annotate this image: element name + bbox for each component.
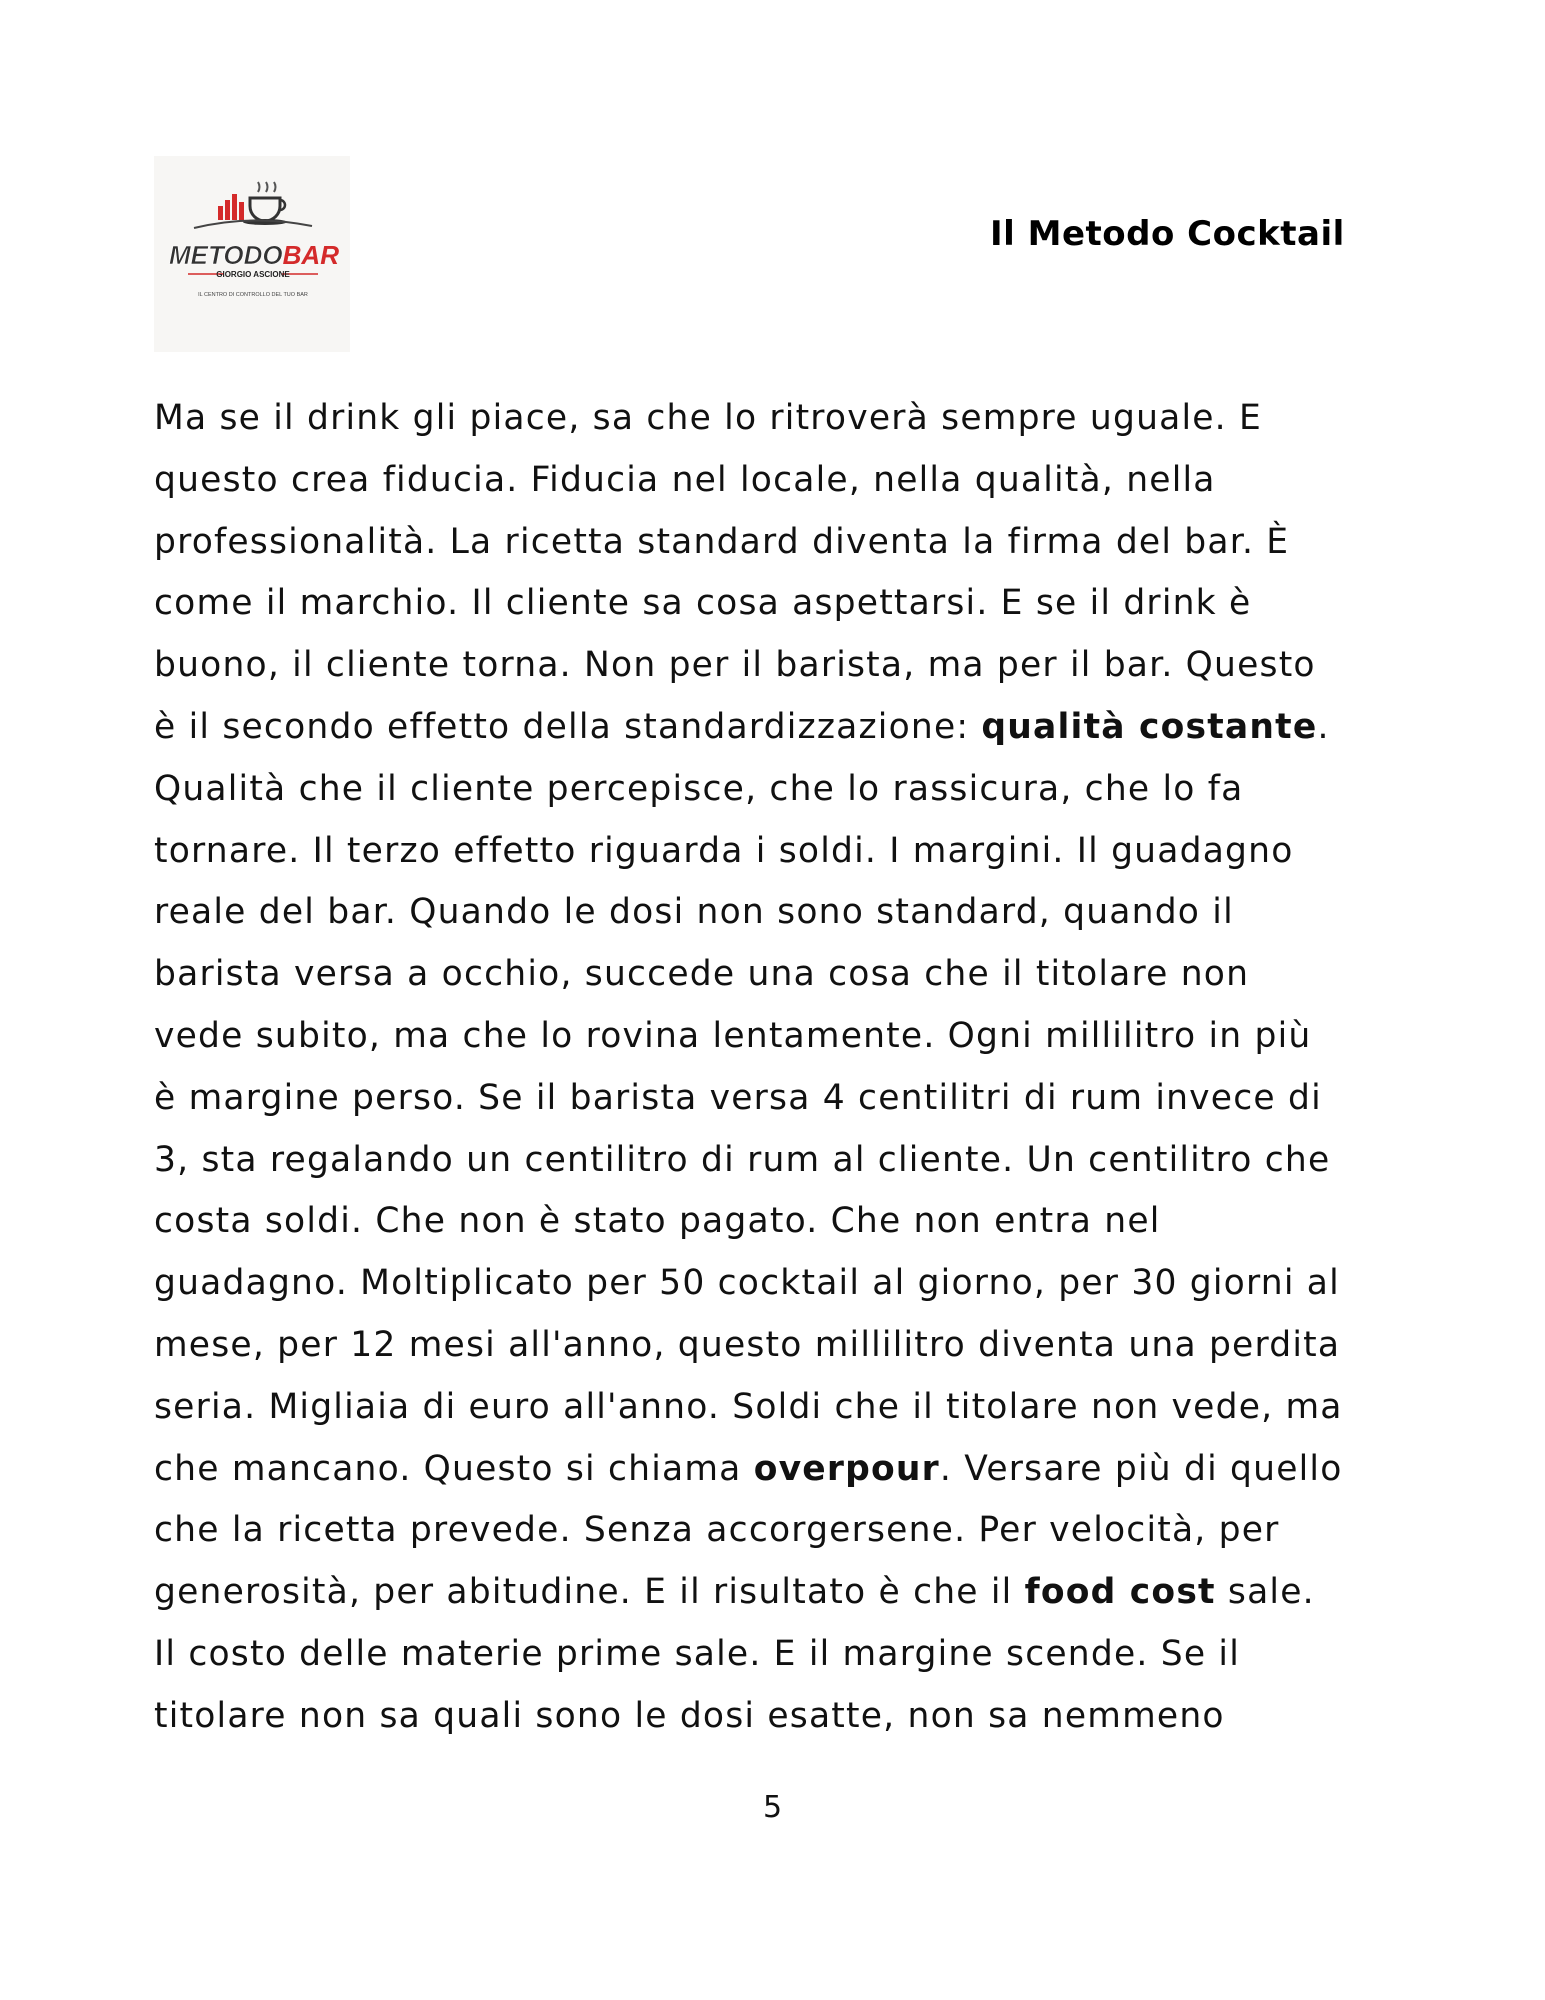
text-segment: guadagno. Moltiplicato per 50 cocktail al giorno, per 30 giorni al [154, 1263, 1340, 1304]
text-segment: buono, il cliente torna. Non per il barista, ma per il bar. Questo [154, 645, 1316, 686]
text-line [154, 697, 1399, 759]
text-line [154, 1624, 1399, 1686]
text-line [154, 1006, 1399, 1068]
text-segment: è il secondo effetto della standardizzazione: [154, 706, 982, 747]
coffee-cup-bar-chart-logo-icon [154, 156, 350, 352]
text-segment: tornare. Il terzo effetto riguarda i soldi. I margini. Il guadagno [154, 830, 1294, 871]
document-title: Il Metodo Cocktail [990, 214, 1345, 254]
text-segment: mese, per 12 mesi all'anno, questo millilitro diventa una perdita [154, 1324, 1341, 1365]
text-line [154, 1315, 1399, 1377]
text-line [154, 1500, 1399, 1562]
text-segment: come il marchio. Il cliente sa cosa aspettarsi. E se il drink è [154, 583, 1252, 624]
text-segment: titolare non sa quali sono le dosi esatte, non sa nemmeno [154, 1695, 1225, 1736]
text-segment: Il costo delle materie prime sale. E il margine scende. Se il [154, 1633, 1240, 1674]
text-segment: barista versa a occhio, succede una cosa che il titolare non [154, 954, 1250, 995]
bold-term: qualità costante [981, 706, 1318, 747]
text-line [154, 759, 1399, 821]
text-segment: professionalità. La ricetta standard diventa la firma del bar. È [154, 521, 1290, 562]
svg-text:METODOBAR: METODOBAR [169, 240, 339, 270]
text-segment: che mancano. Questo si chiama [154, 1448, 754, 1489]
text-segment: . [1317, 706, 1330, 747]
text-line [154, 821, 1399, 883]
text-segment: reale del bar. Quando le dosi non sono standard, quando il [154, 892, 1234, 933]
text-line [154, 944, 1399, 1006]
svg-text:GIORGIO ASCIONE: GIORGIO ASCIONE [216, 270, 290, 279]
text-line [154, 512, 1399, 574]
text-line [154, 1068, 1399, 1130]
text-line [154, 1686, 1399, 1748]
text-line [154, 1191, 1399, 1253]
text-segment: Qualità che il cliente percepisce, che lo rassicura, che lo fa [154, 768, 1244, 809]
bold-term: food cost [1024, 1572, 1216, 1613]
text-segment: Ma se il drink gli piace, sa che lo ritroverà sempre uguale. E [154, 398, 1263, 438]
svg-text:IL CENTRO DI CONTROLLO DEL TUO: IL CENTRO DI CONTROLLO DEL TUO BAR [198, 292, 308, 298]
text-segment: seria. Migliaia di euro all'anno. Soldi che il titolare non vede, ma [154, 1386, 1343, 1427]
body-text [154, 388, 1399, 1748]
metodo-bar-logo [154, 156, 350, 352]
text-line [154, 573, 1399, 635]
text-segment: questo crea fiducia. Fiducia nel locale, nella qualità, nella [154, 459, 1216, 500]
text-segment: sale. [1215, 1572, 1315, 1613]
text-segment: generosità, per abitudine. E il risultato è che il [154, 1572, 1025, 1613]
text-line [154, 388, 1399, 450]
page-number: 5 [762, 1790, 783, 1825]
text-line [154, 1439, 1399, 1501]
text-line [154, 1130, 1399, 1192]
text-line [154, 635, 1399, 697]
text-segment: vede subito, ma che lo rovina lentamente. Ogni millilitro in più [154, 1015, 1312, 1056]
text-line [154, 1377, 1399, 1439]
text-line [154, 1562, 1399, 1624]
text-line [154, 882, 1399, 944]
bold-term: overpour [753, 1448, 940, 1489]
text-segment: costa soldi. Che non è stato pagato. Che non entra nel [154, 1201, 1161, 1242]
text-segment: è margine perso. Se il barista versa 4 centilitri di rum invece di [154, 1077, 1322, 1118]
text-line [154, 1253, 1399, 1315]
text-segment: . Versare più di quello [939, 1448, 1343, 1489]
text-segment: 3, sta regalando un centilitro di rum al cliente. Un centilitro che [154, 1139, 1331, 1180]
text-line [154, 450, 1399, 512]
text-segment: che la ricetta prevede. Senza accorgersene. Per velocità, per [154, 1510, 1280, 1551]
